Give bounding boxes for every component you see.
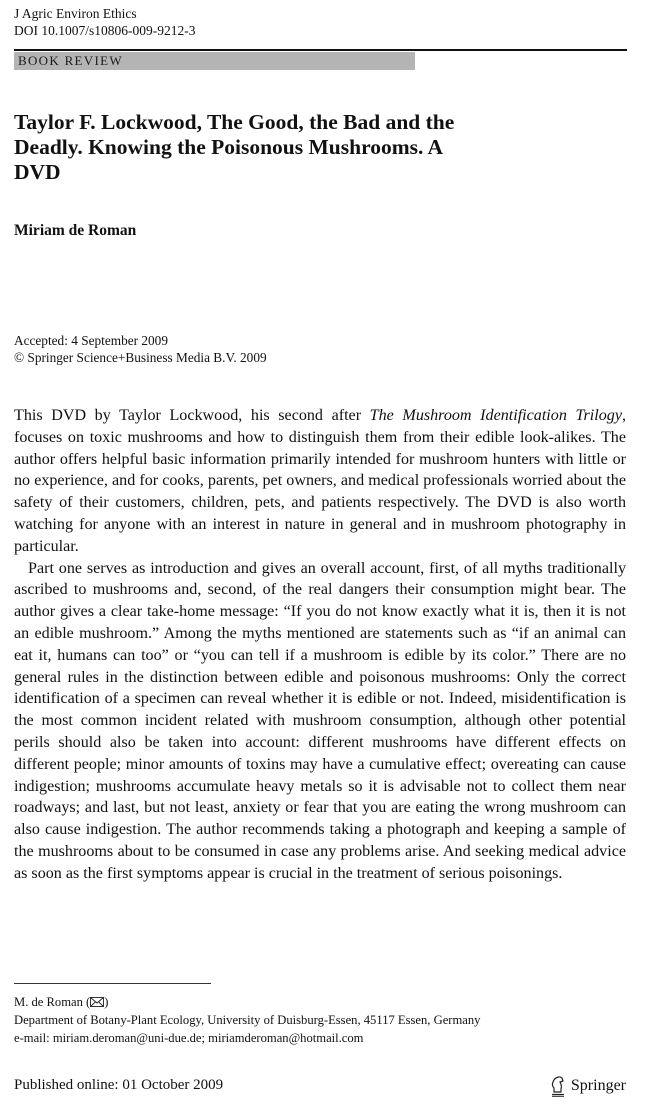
- paragraph-1: [14, 405, 626, 558]
- article-body: [14, 405, 626, 885]
- article-title: Taylor F. Lockwood, The Good, the Bad and the Deadly. Knowing the Poisonous Mushrooms. A DVD: [14, 110, 455, 184]
- journal-name: J Agric Environ Ethics: [14, 6, 137, 21]
- header-rule: [14, 49, 627, 51]
- paragraph-1-text-cont: , focuses on toxic mushrooms and how to distinguish them from their edible look-alikes. The author offers helpful basic information primarily intended for mushroom hunters with little or no experience, and for cooks, parents, pet owners, and medical professionals worried about the safety of their customers, children, pets, and patients respectively. The DVD is also worth watching for anyone with an interest in nature in general and in mushroom photography in particular.: [14, 407, 627, 555]
- corresponding-author: [14, 993, 480, 1011]
- publisher-name: Springer: [570, 1077, 626, 1094]
- publisher-logo: [549, 1075, 626, 1097]
- doi: DOI 10.1007/s10806-009-9212-3: [14, 23, 196, 38]
- footnote-rule: [14, 983, 211, 984]
- paragraph-1-text: This DVD by Taylor Lockwood, his second after: [14, 407, 370, 424]
- published-date: Published online: 01 October 2009: [14, 1077, 224, 1093]
- paragraph-2: Part one serves as introduction and gives an overall account, first, of all myths traditionally ascribed to mushrooms and, second, of the real dangers their consumption might bear. The author gives a clear take-home message: “If you do not know exactly what it is, then it is not an edible mushroom.” Among the myths mentioned are statements such as “if an animal can eat it, humans can too” or “you can tell if a mushroom is edible by its color.” There are no general rules in the distinction between edible and poisonous mushrooms: Only the correct identification of a specimen can reveal whether it is edible or not. Indeed, misidentification is the most common incident related with mushroom consumption, although other potential perils should also be taken into account: different mushrooms have different effects on different people; minor amounts of toxins may have a cumulative effect; overeating can cause indigestion; mushrooms accumulate heavy metals so it is advisable not to collect them near roadways; and last, but not least, anxiety or fear that you are eating the wrong mushroom can also cause indigestion. The author recommends taking a photograph and keeping a sample of the mushrooms about to be consumed in case any problems arise. And seeking medical advice as soon as the first symptoms appear is crucial in the treatment of serious poisonings.: [14, 559, 626, 882]
- article-dates: [14, 332, 267, 366]
- email-line[interactable]: e-mail: miriam.deroman@uni-due.de; miriamderoman@hotmail.com: [14, 1031, 364, 1045]
- correspondence-footnote: [14, 993, 480, 1047]
- section-label: BOOK REVIEW: [14, 52, 415, 70]
- copyright: © Springer Science+Business Media B.V. 2009: [14, 350, 267, 365]
- paren-close: ): [104, 995, 109, 1009]
- corresponding-author-name: M. de Roman (: [14, 995, 91, 1009]
- affiliation: Department of Botany-Plant Ecology, University of Duisburg-Essen, 45117 Essen, Germany: [14, 1013, 481, 1027]
- cited-title: The Mushroom Identification Trilogy: [369, 407, 622, 424]
- journal-header: [14, 5, 196, 39]
- springer-knight-icon: [549, 1075, 567, 1097]
- accepted-date: Accepted: 4 September 2009: [14, 333, 168, 348]
- author-name: Miriam de Roman: [14, 222, 137, 239]
- envelope-icon: [90, 997, 104, 1007]
